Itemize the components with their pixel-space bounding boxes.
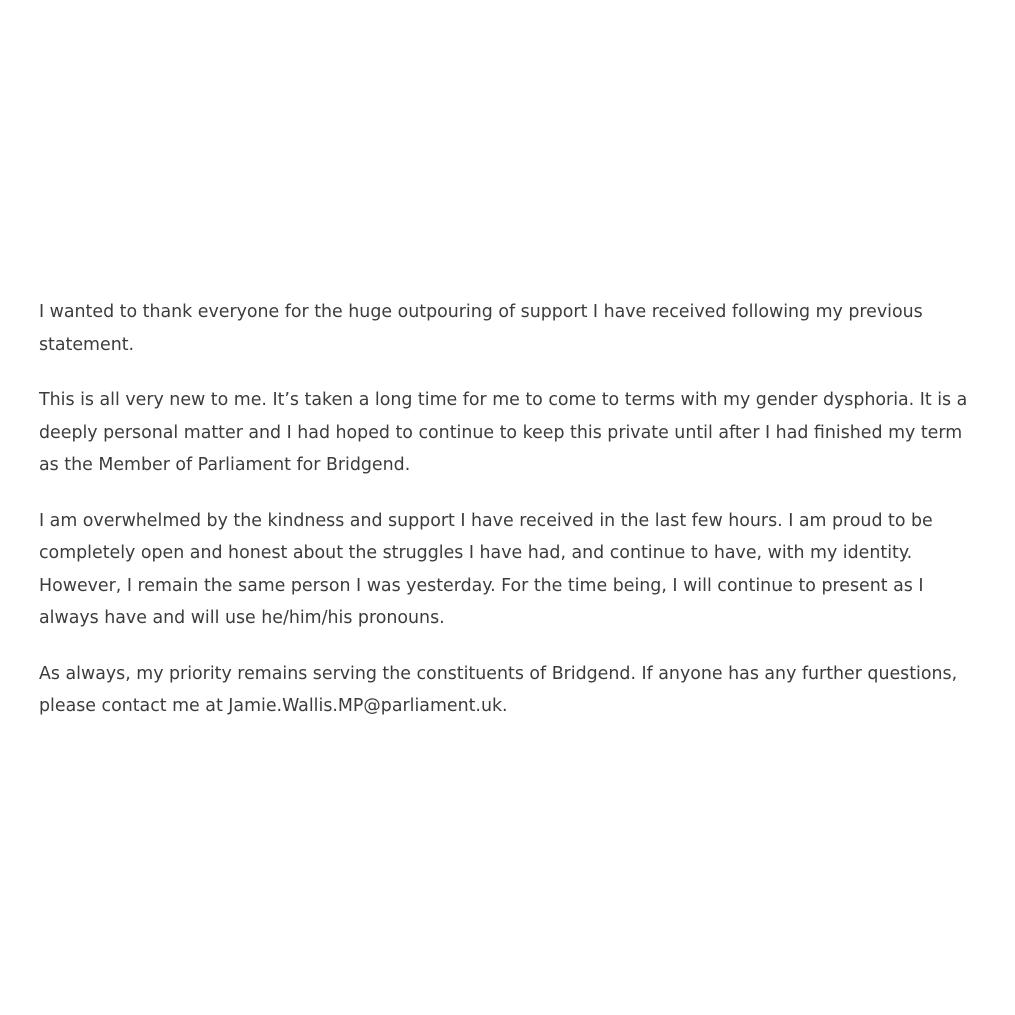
statement-body (39, 296, 984, 723)
statement-paragraph-personal-matter: This is all very new to me. It’s taken a long time for me to come to terms with my gender dysphoria. It is a deeply personal matter and I had hoped to continue to keep this private until after I had finished my term as the Member of Parliament for Bridgend. (39, 390, 968, 475)
statement-paragraph-contact: As always, my priority remains serving the constituents of Bridgend. If anyone has any further questions, please contact me at Jamie.Wallis.MP@parliament.uk. (39, 663, 958, 716)
statement-paragraph-thanks: I wanted to thank everyone for the huge outpouring of support I have received following my previous statement. (39, 302, 923, 355)
statement-paragraph-identity: I am overwhelmed by the kindness and support I have received in the last few hours. I am proud to be completely open and honest about the struggles I have had, and continue to have, with my identity. However, I remain the same person I was yesterday. For the time being, I will continue to present as I always have and will use he/him/his pronouns. (39, 510, 933, 628)
